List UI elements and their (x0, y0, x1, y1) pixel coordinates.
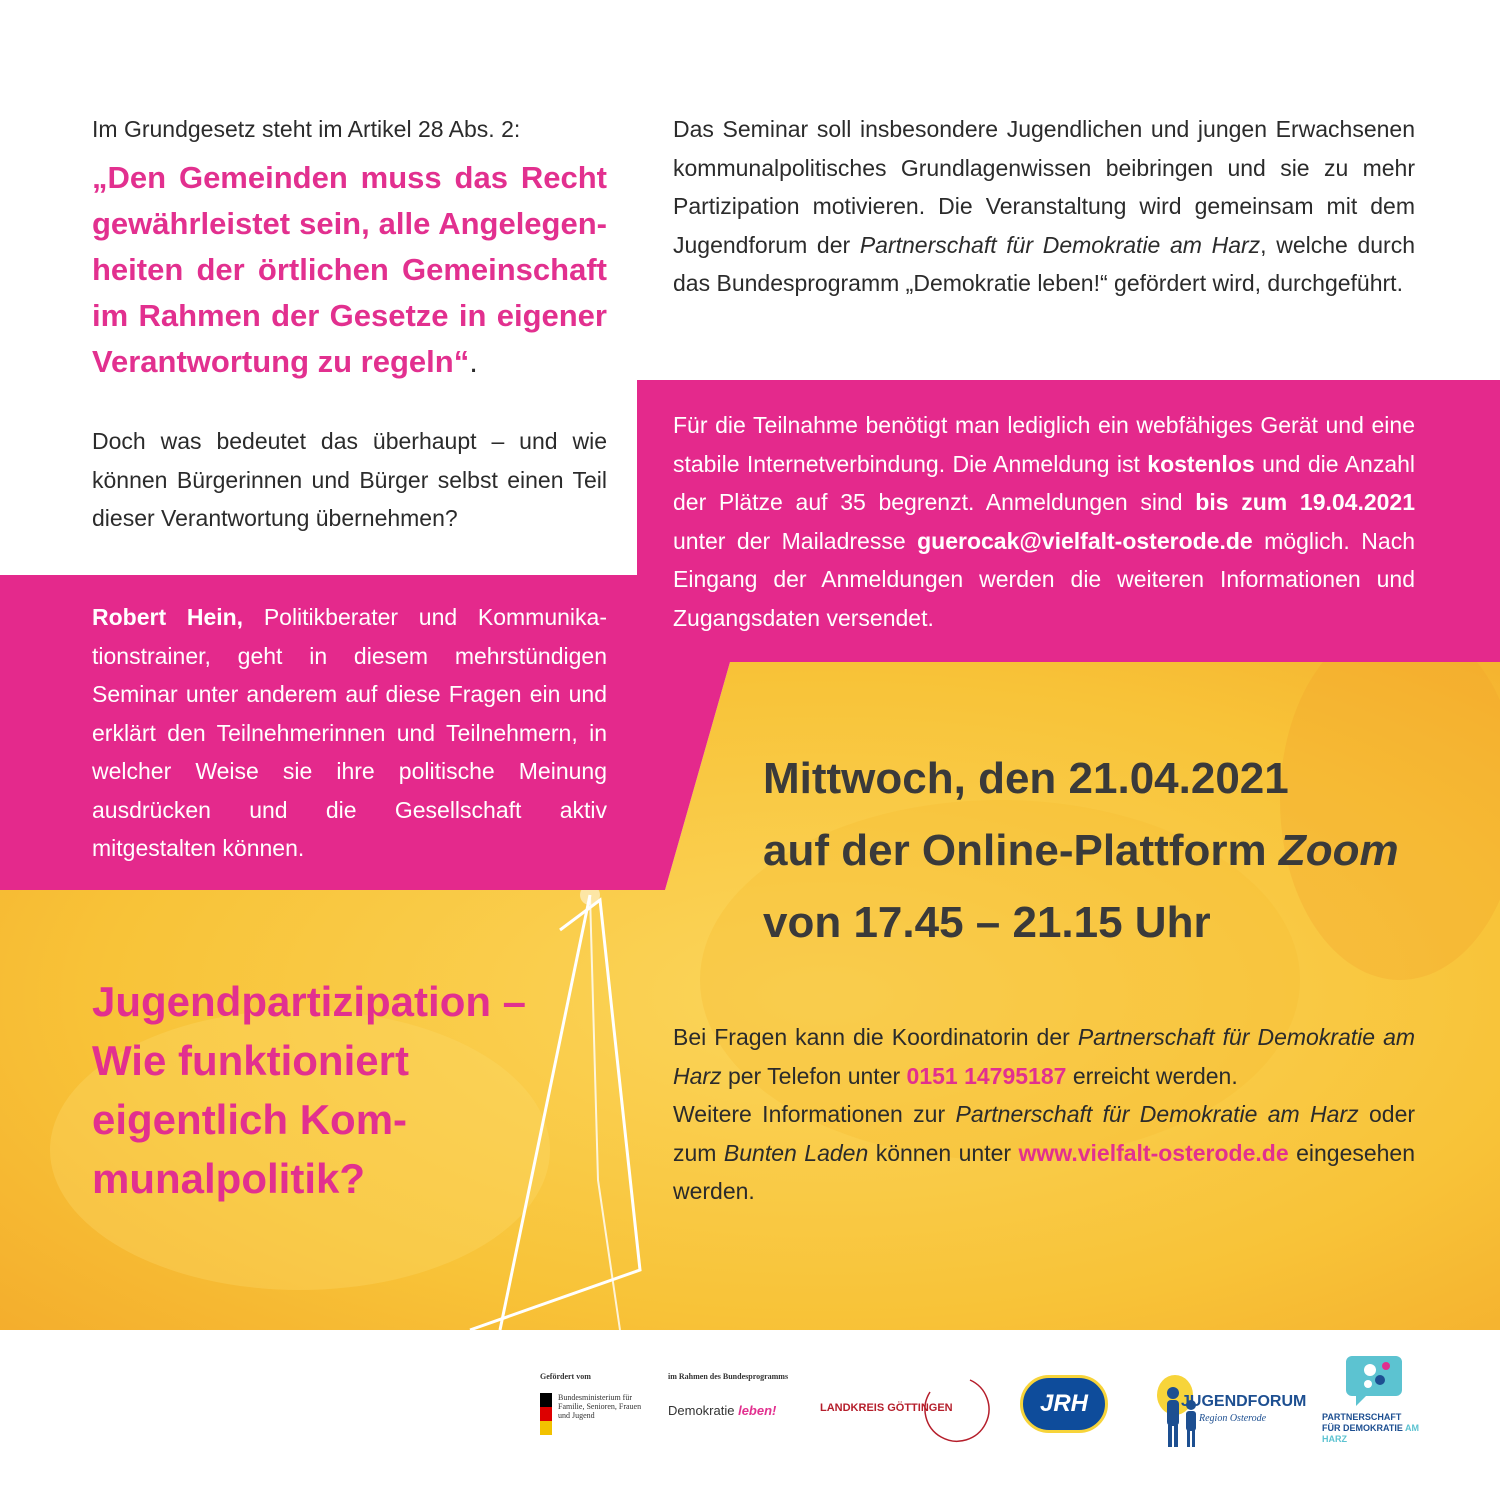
contact-shop: Bunten Laden (723, 1139, 869, 1166)
speaker-paragraph (92, 598, 607, 868)
speaker-name: Robert Hein, (92, 604, 244, 630)
seminar-paragraph (673, 110, 1415, 303)
question-paragraph: Doch was bedeutet das überhaupt – und wie können Bürgerinnen und Bürger selbst einen Teil dieser Verantwortung übernehmen? (92, 428, 607, 531)
contact-phone[interactable]: 0151 14795187 (906, 1062, 1067, 1089)
registration-text: möglich. Nach Eingang der Anmeldungen werden die weiteren Informationen und Zugangsdaten versendet. (673, 527, 1415, 631)
demo-name: Demokratie (668, 1403, 735, 1418)
event-details (763, 743, 1463, 959)
contact-text: Bei Fragen kann die Koordinatorin der (673, 1024, 1070, 1050)
speaker-text: Politikberater und Kommunikationstrainer, geht in diesem mehrstündigen Seminar unter anderem auf diese Fragen ein und erklärt den Teilnehmerinnen und Teilnehmern, in welcher Weise sie ihre politische Meinung ausdrücken und die Gesellschaft aktiv mitgestalten können. (92, 604, 607, 861)
bmfsfj-name: Bundesministerium für Familie, Senioren, Frauen und Jugend (558, 1393, 642, 1420)
quote-text: „Den Gemeinden muss das Recht gewährleistet sein, alle Angelegenheiten der örtlichen Gemeinschaft im Rahmen der Gesetze in eigener Verantwortung zu regeln“ (92, 160, 607, 379)
seminar-partner: Partnerschaft für Demokratie am Harz (859, 231, 1261, 258)
eagle-icon (540, 1393, 552, 1435)
quote-end: . (469, 344, 478, 379)
jugendforum-sub: Region Osterode (1199, 1413, 1267, 1424)
pfd-line3: AM HARZ (1322, 1423, 1420, 1444)
contact-text: per Telefon unter (727, 1062, 901, 1089)
jugendforum-logo[interactable] (1155, 1375, 1305, 1455)
contact-partner: Partnerschaft für Demokratie am Harz (673, 1024, 1416, 1089)
landkreis-name: LANDKREIS GÖTTINGEN (820, 1402, 953, 1414)
event-platform: Zoom (1278, 826, 1399, 875)
registration-deadline: bis zum 19.04.2021 (1195, 489, 1416, 515)
demo-label: im Rahmen des Bundesprogramms (668, 1372, 789, 1381)
event-time: von 17.45 – 21.15 Uhr (763, 898, 1211, 947)
bmfsfj-label: Gefördert vom (540, 1372, 591, 1381)
landkreis-goettingen-logo[interactable] (820, 1372, 990, 1444)
demo-name-line (668, 1403, 798, 1418)
seminar-text-end: , welche durch das Bundesprogramm „Demokratie leben!“ gefördert wird, durchgeführt. (673, 231, 1415, 296)
registration-paragraph (673, 406, 1415, 637)
free-badge: kostenlos (1147, 450, 1255, 477)
pfd-text (1322, 1412, 1432, 1445)
pfd-line1: PARTNERSCHAFT (1322, 1412, 1402, 1422)
intro-label: Im Grundgesetz steht im Artikel 28 Abs. 2: (92, 116, 521, 142)
registration-text: und die Anzahl der Plätze auf 35 begrenzt. Anmeldungen sind (673, 450, 1416, 515)
jugendforum-name: JUGENDFORUM (1181, 1393, 1307, 1410)
speech-bubble-icon (1344, 1350, 1404, 1408)
event-title: Jugendpartizipation – Wie funktioniert eigentlich Kommunalpolitik? (92, 978, 527, 1202)
seminar-text: Das Seminar soll insbesondere Jugendlichen und jungen Erwachsenen kommunalpolitisches Grundlagenwissen beibringen und sie zu mehr Partizipation motivieren. Die Veranstaltung wird gemeinsam mit dem Jugendforum der (673, 116, 1415, 258)
registration-email[interactable]: guerocak@vielfalt-osterode.de (917, 527, 1253, 554)
contact-url[interactable]: www.vielfalt-osterode.de (1018, 1139, 1289, 1166)
contact-paragraph (673, 1018, 1415, 1211)
event-platform-label: auf der Online-Plattform (763, 826, 1267, 875)
jrh-text: JRH (1039, 1390, 1088, 1417)
partnerschaft-demokratie-logo[interactable] (1322, 1350, 1432, 1450)
bmfsfj-logo[interactable] (540, 1372, 660, 1435)
contact-text: können unter (875, 1139, 1012, 1166)
contact-text: Weitere Informationen zur (673, 1101, 946, 1127)
bmfsfj-mark (540, 1393, 660, 1435)
registration-text: unter der Mailadresse (673, 527, 906, 554)
demokratie-leben-logo[interactable] (668, 1372, 798, 1418)
pfd-line2-text: FÜR DEMOKRATIE (1322, 1423, 1403, 1433)
pfd-line2 (1322, 1423, 1432, 1445)
event-date: Mittwoch, den 21.04.2021 (763, 754, 1289, 803)
contact-text: eingesehen werden. (673, 1139, 1416, 1204)
contact-text: erreicht werden. (1072, 1062, 1238, 1089)
demo-leben: leben! (738, 1403, 777, 1418)
jrh-logo[interactable] (1020, 1375, 1108, 1433)
constitution-quote (92, 155, 607, 385)
registration-text: Für die Teilnahme benötigt man lediglich ein webfähiges Gerät und eine stabile Internetverbindung. Die Anmeldung ist (673, 412, 1415, 477)
event-platform-line (763, 815, 1463, 887)
contact-partner: Partnerschaft für Demokratie am Harz (955, 1101, 1359, 1127)
contact-text: oder zum (673, 1101, 1416, 1166)
